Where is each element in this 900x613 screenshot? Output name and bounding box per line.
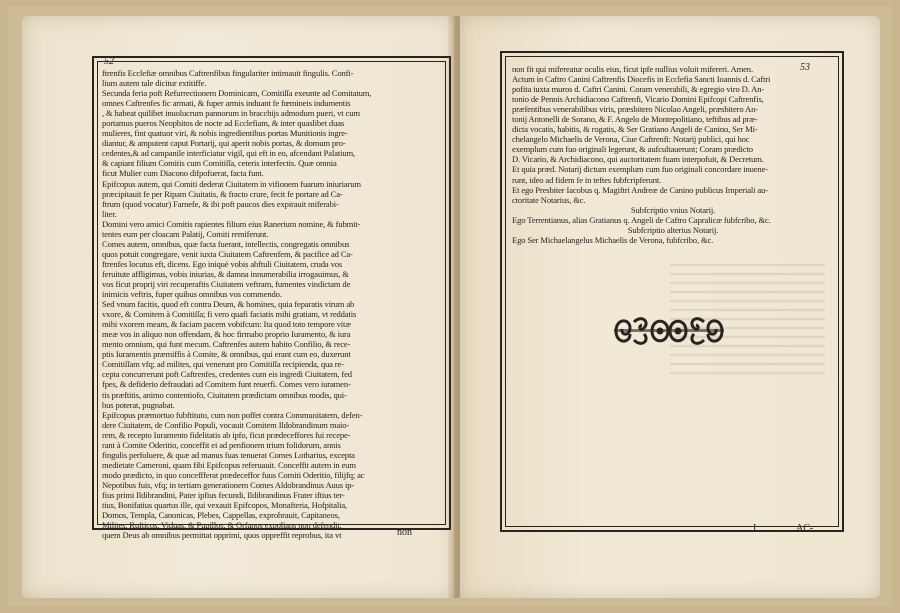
text-line: Et ego Presbiter Iacobus q. Magiftri Andreæ de Canino publicus Imperiali au- (512, 184, 768, 195)
signature-mark: I (753, 523, 757, 534)
text-line: fpes, & defiderio defraudati ad Comitem funt reuerfi. Comes vero iuramen- (102, 379, 351, 390)
printers-ornament (612, 312, 726, 350)
text-line: feruitute affligimus, vobis iniurias, & damna innumerabilia irrogauimus, & (102, 268, 349, 279)
text-line: Actum in Caftro Canini Caftrenfis Diocefis in Ecclefia Sancti Ioannis d. Caftri (512, 74, 771, 85)
subscription-heading: Subfcriptio alterius Notarij. (627, 224, 719, 235)
text-line: tentes eum per cloacam Palatij, Comiti remiferunt. (102, 228, 269, 239)
text-line: præcipitauit fe per Ripam Ciuitatis, & fracto crure, fecit fe portare ad Ca- (102, 188, 343, 199)
text-line: Sed vnum facitis, quod eft contra Deum, & homines, quia feparatis virum ab (102, 299, 355, 310)
text-line: tius, Bonifatius quartus ille, qui vexauit Epifcopos, Monafteria, Hofpitalia, (102, 500, 348, 511)
text-line: portamus pueros Neophitos de nocte ad Ecclefiam, & inter quaslibet duas (102, 118, 345, 129)
text-line: liter. (102, 208, 117, 219)
subscription-line: Ego Ser Michaelangelus Michaelis de Verona, fubfcribo, &c. (512, 234, 714, 245)
text-line: fius primi Ildibrandini, Pater ipfius fecundi, Ildibrandinus Frater iftius ter- (102, 489, 345, 500)
text-line: vos ficut proprij viri recuperaftis Ciuitatem veftram, fumentes vindictam de (102, 278, 351, 289)
text-line: Domos, Templa, Canonicas, Plebes, Cappellas, exprobrauit, Capitaneos, (102, 510, 340, 521)
text-line: quos potuit congregare, venit iuxta Ciuitatem Caftrenfem, & pacifice ad Ca- (102, 248, 353, 259)
text-line: Milites, Rufticos, Viduas, & Pupillos, & Orfanos expolians non defendit, (102, 520, 342, 531)
text-line: exemplum cum fuo originali legerunt, & aufcultauerunt; Coram prædicto (512, 144, 753, 155)
right-catchword: AC- (796, 523, 814, 534)
text-line: meæ vos in aliquo non offendam, & hoc firmabo proprio Iuramento, & iura (102, 329, 351, 340)
text-line: mulieres, fint quatuor viri, & nobis ingredientibus portas Munitionis ingre- (102, 128, 348, 139)
text-line: rant à Comite Oderitio, conceffit ei ad penfionem trium folidorum, annis (102, 439, 341, 450)
text-line: ctoritate Notarius, &c. (512, 194, 586, 205)
right-page-text (512, 64, 834, 245)
text-line: Domini vero amici Comitis rapientes filium eius Ranerium nomine, & fubmit- (102, 218, 361, 229)
left-page-text (102, 68, 442, 540)
text-line: ftrum (quod vocatur) Farnefe, & ibi poft paucos dies expirauit miferabi- (102, 198, 339, 209)
text-line: mihi vxorem meam, & faciam pacem vobifcum: Ita quod toto tempore vitæ (102, 319, 351, 330)
text-line: bus poterat, pugnabat. (102, 399, 175, 410)
text-line: tonio de Pennis Archidiacono Caftrenfi, Vicario Domini Epifcopi Caftrenfis, (512, 94, 764, 105)
subscription-line: Ego Terrentianus, alias Gratianus q. Angeli de Caftro Capralicæ fubfcribo, &c. (512, 214, 771, 225)
text-line: , & habeat quilibet inuolucrum pannorum in bracchijs admodum pueri, vt cum (102, 108, 360, 119)
text-line: ficut Mulier cum Diacono difpofuerat, facta funt. (102, 168, 264, 179)
text-line: dicta vocatis, habitis, & rogatis, & Ser Gratiano Angeli de Canino, Ser Mi- (512, 124, 758, 135)
text-line: lium autem tale dicitur extitiffe. (102, 78, 207, 89)
left-page (22, 16, 454, 598)
text-line: vxore, & Comitem à Comitiſſa; fi vero quafi faciatis mihi gratiam, vt reddatis (102, 309, 357, 320)
text-line: Comes autem, omnibus, quæ facta fuerant, intellectis, congregatis omnibus (102, 238, 350, 249)
text-line: non fit qui mifereatur oculis eius, ficut ipfe nullius voluit mifereri. Amen. (512, 64, 753, 74)
text-line: D. Vicario, & Archidiacono, qui auctoritatem fuam interpofuit, & Decretum. (512, 154, 764, 165)
text-line: præfentibus venerabilibus viris, præsbitero Nicolao Angeli, præsbitero An- (512, 104, 758, 115)
text-line: Secunda feria poft Refurrectionem Dominicam, Comitiſſa exeunte ad Comitatum, (102, 88, 372, 99)
text-line: Nepotibus fuis, vfq; in tertiam generationem Comes Aldobrandinus Auus ip- (102, 479, 355, 490)
text-line: rem, & recepto Iuramento fidelitatis ab ipfo, ficut prædeceffores fui recepe- (102, 429, 351, 440)
text-line: ftrenfes locutus eft, dicens. Ego iniquè vobis abftuli Ciuitatem, cruda vos (102, 258, 343, 269)
text-line: medietate Cameroni, quam fibi Epifcopus referuauit. Conceffit autem in eum (102, 459, 356, 470)
text-line: fingulis perfoluere, & quæ ad manus fuas tenuerat Comes Lotharius, excepta (102, 449, 355, 460)
text-line: dere Ciuitatem, de Confilio Populi, vocauit Comitem Ildobrandinum maio- (102, 419, 350, 430)
book-spread (8, 6, 892, 606)
text-line: Epifcopus autem, qui Comiti dederat Ciuitatem in vifionem fuarum iniuriarum (102, 178, 361, 189)
text-line: pofita iuxta muros d. Caftri Canini. Coram venerabili, & egregio viro D. An- (512, 84, 765, 95)
text-line: cepta concurrerunt poft Caftrenfes, credentes cum eis ingredi Ciuitatem, fed (102, 369, 352, 380)
text-line: tis præftitis, animo contentiofo, Ciuitatem prædictam omnibus modis, qui- (102, 389, 347, 400)
text-line: chelangelo Michaelis de Verona, Ciue Caftrenfi: Notarij publici, qui hoc (512, 134, 750, 145)
right-page (460, 16, 880, 598)
text-line: ptis Iuramentis præmiffis à Comite, & omnibus, qui erant cum eo, duxerunt (102, 349, 351, 360)
text-line: cedentes,& ad campanile interficiatur vigil, qui eft in eo, afcendant Palatium, (102, 148, 356, 159)
text-line: diantur, & amputent caput Portarij, qui aperit nobis portas, & domum pro- (102, 138, 346, 149)
text-line: runt, ideo ad fidem fe in teftes fubfcripferunt. (512, 174, 662, 185)
text-line: omnes Caftrenfes fic armati, & fuper armis induant fe fœmineis indumentis (102, 98, 351, 109)
right-page-number: 53 (800, 62, 810, 73)
text-line: quem Deus ab omnibus permittat opprimi, quos oppreffit reprobus, ita vt (102, 530, 342, 541)
left-catchword: non (397, 527, 412, 538)
left-page-number: 52 (104, 56, 114, 67)
text-line: inimicis veftris, fuper quibus omnibus vos commendo. (102, 289, 282, 300)
text-line: modo prædicto, in quo conceffferat prædeceffor fuus Comiti Oderitio, filijfq; ac (102, 469, 365, 480)
text-line: mento omnium, qui funt mecum. Caftrenfes autem habito Confilio, & rece- (102, 339, 351, 350)
text-line: Et quia præd. Notarij dictum exemplum cum fuo originali concordare inuene- (512, 164, 768, 175)
text-line: tonij Antonelli de Sorano, & F. Angelo de Montepolitiano, teftibus ad præ- (512, 114, 758, 125)
text-line: Epifcopus præmortuo fubftituto, cum non poffet contra Communitatem, defen- (102, 409, 363, 420)
text-line: Comitiſſam vfq; ad milites, qui venerunt pro Comitiſſa recipienda, qua re- (102, 359, 344, 370)
text-line: ftrenfis Ecclefiæ omnibus Caftrenfibus fingulariter intimauit fingulis. Confi- (102, 68, 354, 78)
text-line: & capiant filium Comitis cum Comitiſſa, ceteris interfectis. Quæ omnia (102, 158, 337, 169)
subscription-heading: Subfcriptio vnius Notarij. (630, 204, 716, 215)
